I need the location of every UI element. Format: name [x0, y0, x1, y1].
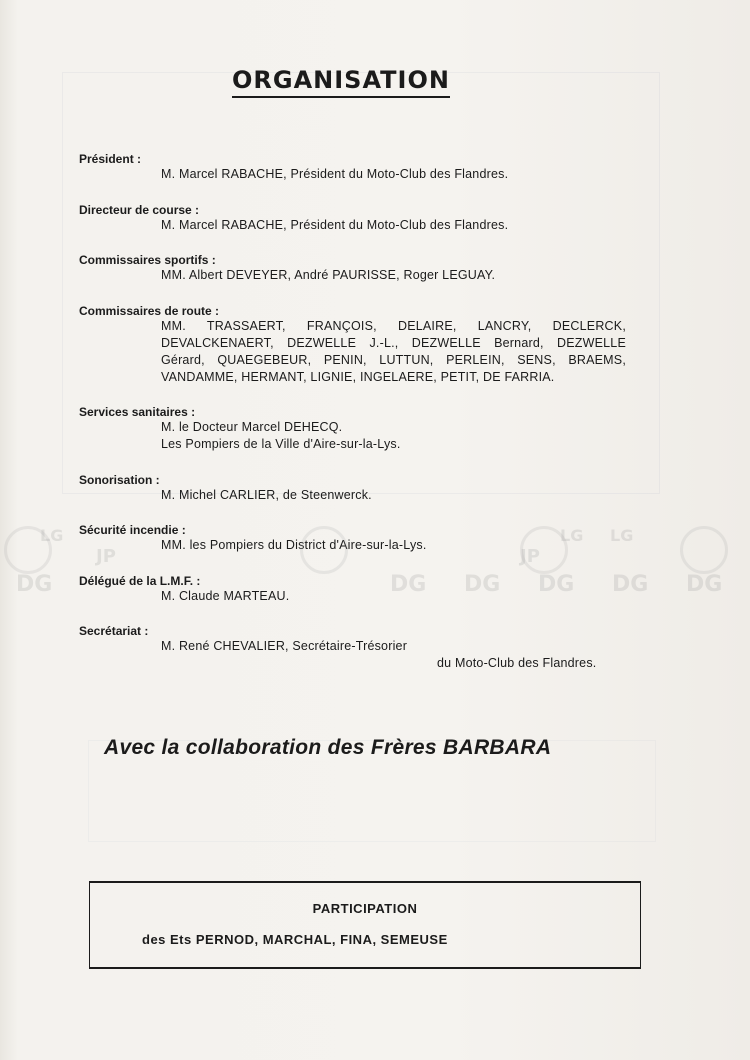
section-sonorisation — [79, 473, 639, 504]
section-secretariat — [79, 624, 639, 672]
section-label: Délégué de la L.M.F. : — [79, 574, 201, 588]
section-label: Services sanitaires : — [79, 405, 196, 419]
section-line: MM. TRASSAERT, FRANÇOIS, DELAIRE, LANCRY, DECLERCK, — [161, 319, 626, 333]
section-directeur-de-course — [79, 203, 639, 234]
watermark-initials: DG — [390, 572, 427, 597]
section-label: Commissaires de route : — [79, 304, 220, 318]
watermark-initials: JP — [96, 546, 116, 567]
watermark-circle — [680, 526, 728, 574]
watermark-initials: DG — [686, 572, 723, 597]
section-line: VANDAMME, HERMANT, LIGNIE, INGELAERE, PETIT, DE FARRIA. — [161, 370, 555, 384]
watermark-initials: LG — [560, 526, 584, 545]
watermark-initials: LG — [40, 526, 64, 545]
section-line: du Moto-Club des Flandres. — [437, 656, 597, 670]
watermark-circle — [4, 526, 52, 574]
watermark-initials: LG — [610, 526, 634, 545]
section-line: M. Claude MARTEAU. — [161, 589, 290, 603]
section-label: Président : — [79, 152, 142, 166]
section-delegue-lmf — [79, 574, 639, 605]
section-securite-incendie — [79, 523, 639, 554]
section-line: Les Pompiers de la Ville d'Aire-sur-la-Lys. — [161, 437, 401, 451]
page-title: ORGANISATION — [232, 66, 450, 98]
section-line: M. Marcel RABACHE, Président du Moto-Club des Flandres. — [161, 167, 509, 181]
section-line: M. le Docteur Marcel DEHECQ. — [161, 420, 343, 434]
section-label: Secrétariat : — [79, 624, 149, 638]
section-services-sanitaires — [79, 405, 639, 453]
section-line: Gérard, QUAEGEBEUR, PENIN, LUTTUN, PERLEIN, SENS, BRAEMS, — [161, 353, 626, 367]
participation-title: PARTICIPATION — [312, 901, 418, 916]
watermark-initials: DG — [16, 572, 53, 597]
section-line: M. Marcel RABACHE, Président du Moto-Club des Flandres. — [161, 218, 509, 232]
watermark-initials: DG — [612, 572, 649, 597]
section-commissaires-de-route — [79, 304, 639, 386]
section-line: M. Michel CARLIER, de Steenwerck. — [161, 488, 372, 502]
section-line: MM. Albert DEVEYER, André PAURISSE, Roger LEGUAY. — [161, 268, 496, 282]
collaboration-line: Avec la collaboration des Frères BARBARA — [104, 736, 552, 759]
watermark-initials: DG — [464, 572, 501, 597]
section-label: Sonorisation : — [79, 473, 160, 487]
section-label: Commissaires sportifs : — [79, 253, 216, 267]
participation-box — [89, 881, 641, 969]
section-commissaires-sportifs — [79, 253, 639, 284]
section-president — [79, 152, 639, 183]
participation-sponsors: des Ets PERNOD, MARCHAL, FINA, SEMEUSE — [142, 932, 448, 947]
section-label: Directeur de course : — [79, 203, 200, 217]
watermark-initials: DG — [538, 572, 575, 597]
watermark-initials: JP — [520, 546, 540, 567]
section-line: M. René CHEVALIER, Secrétaire-Trésorier — [161, 639, 408, 653]
section-label: Sécurité incendie : — [79, 523, 186, 537]
section-line: DEVALCKENAERT, DEZWELLE J.-L., DEZWELLE Bernard, DEZWELLE — [161, 336, 626, 350]
section-line: MM. les Pompiers du District d'Aire-sur-la-Lys. — [161, 538, 427, 552]
